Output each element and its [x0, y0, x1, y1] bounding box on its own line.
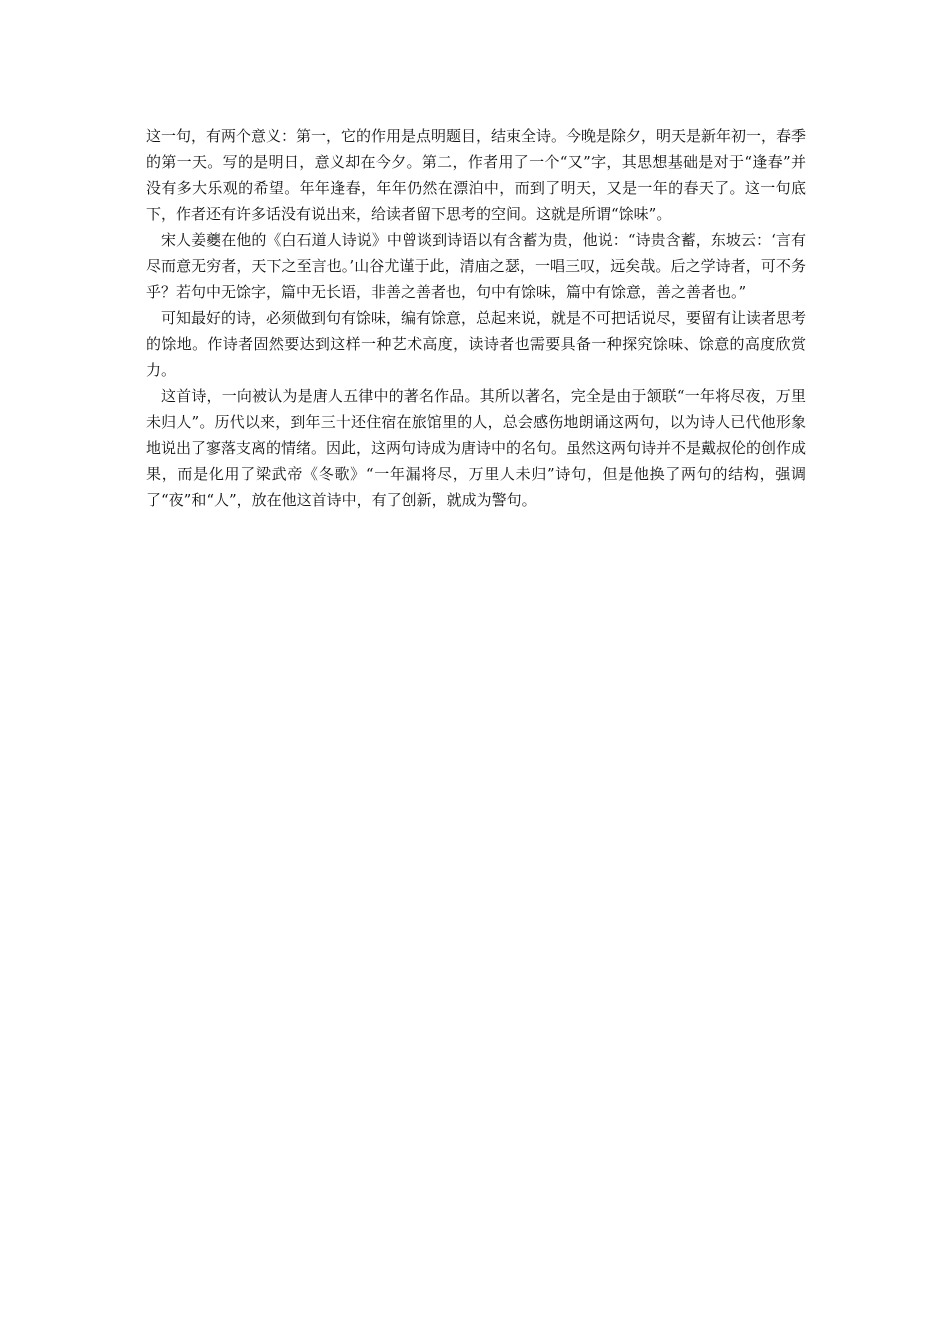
paragraph-2: 宋人姜夔在他的《白石道人诗说》中曾谈到诗语以有含蓄为贵，他说：“诗贵含蓄，东坡云：‘言有尽而意无穷者，天下之至言也。’山谷尤谨于此，清庙之瑟，一唱三叹，远矣哉。后之学诗者，可不务乎？若句中无馀字，篇中无长语，非善之善者也，句中有馀味，篇中有馀意，善之善者也。” [146, 231, 806, 301]
paragraph-4: 这首诗，一向被认为是唐人五律中的著名作品。其所以著名，完全是由于颔联“一年将尽夜，万里未归人”。历代以来，到年三十还住宿在旅馆里的人，总会感伤地朗诵这两句，以为诗人已代他形象地说出了寥落支离的情绪。因此，这两句诗成为唐诗中的名句。虽然这两句诗并不是戴叔伦的创作成果，而是化用了梁武帝《冬歌》“一年漏将尽，万里人未归”诗句，但是他换了两句的结构，强调了“夜”和“人”，放在他这首诗中，有了创新，就成为警句。 [146, 387, 807, 509]
paragraph-1: 这一句，有两个意义：第一，它的作用是点明题目，结束全诗。今晚是除夕，明天是新年初一，春季的第一天。写的是明日，意义却在今夕。第二，作者用了一个“又”字，其思想基础是对于“逢春”并没有多大乐观的希望。年年逢春，年年仍然在漂泊中，而到了明天，又是一年的春天了。这一句底下，作者还有许多话没有说出来，给读者留下思考的空间。这就是所谓“馀味”。 [146, 127, 807, 223]
paragraph-3: 可知最好的诗，必须做到句有馀味，编有馀意，总起来说，就是不可把话说尽，要留有让读者思考的馀地。作诗者固然要达到这样一种艺术高度，读诗者也需要具备一种探究馀味、馀意的高度欣赏力。 [146, 309, 807, 379]
document-body [146, 123, 806, 513]
